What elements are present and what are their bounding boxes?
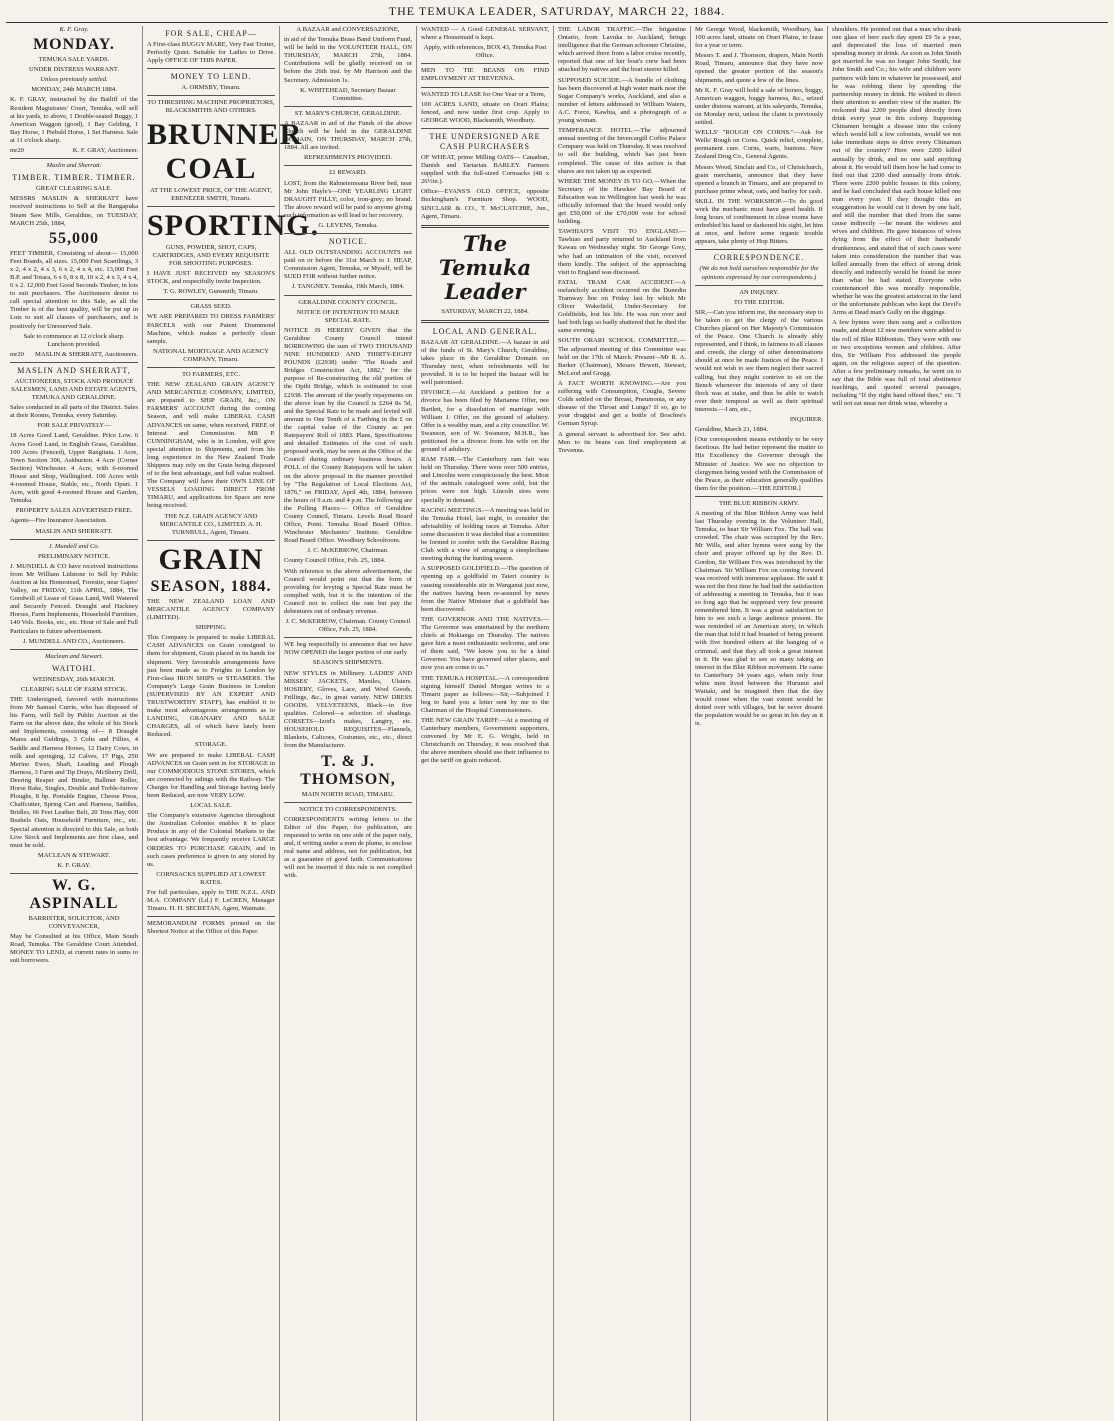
divider <box>147 299 275 300</box>
column-7 <box>828 26 965 1421</box>
ad-signature <box>10 351 138 359</box>
divider <box>421 87 549 88</box>
divider <box>695 285 823 286</box>
letter-signer: INQUIRER. <box>789 416 823 424</box>
divider <box>284 165 412 166</box>
ad-body: 100 ACRES LAND, situate on Orari Plains; fenced, and now under first crop. Apply to GEORGE WOOD, Blacksmith, Woodbury. <box>421 100 549 124</box>
ad-body: We are prepared to make LIBERAL CASH ADVANCES on Grain sent in for STORAGE in our COMMODIOUS STONE STORES, which are connected by sidings with the Railway. The Charges for Handling and Storage having lately been Reduced, are now VERY LOW. <box>147 751 275 799</box>
column-4 <box>417 26 554 1421</box>
article-title: THE BLUE RIBBON ARMY. <box>718 499 800 507</box>
ad-subtitle: BARRISTER, SOLICITOR, AND CONVEYANCER, <box>28 914 120 931</box>
news-item: A FACT WORTH KNOWING.—Are you suffering with Consumption, Coughs, Severe Colds settled on the Breast, Pneumonia, or any disease of the Throat and Lungs? If so, go to your druggist and get a bottle of Boschee's German Syrup. <box>558 379 686 428</box>
ad-signer: J. MUNDELL AND CO., Auctioneers. <box>22 637 126 645</box>
ad-signer: T. G. ROWLEY, Gunsmith, Timaru. <box>163 288 259 296</box>
ad-display-text: T. & J. THOMSON, <box>300 752 396 788</box>
news-item: WHERE THE MONEY IS TO GO.—When the Secretary of the Hawkes' Bay Board of Education was in Wellington last week he was officially informed that the board would only get £50,000 of the £70,000 vote for school building. <box>558 177 686 226</box>
ad-body: THE Undersigned, favored with instructions from Mr Samuel Currie, who has disposed of his Farm, will Sell by Public Auction at the Farm on the above date, the whole of his Stock and Implements, consisting of— 8 Draught Mares and Geldings, 3 Colts and Fillies, 4 Saddle and Harness Horses, 12 Dairy Cows, in milk and springing, 12 Calves, 17 Pigs, 250 Merino Ewes, Shaft, Leading and Plough Harness, 3 Farm and Tip Drays, McSherry Drill, Deering Reaper and Binder, Ballmer Roller, Horse Rake, Singles, Double and Treble-furrow Ploughs, 8 hp. Portable Engine, Cheese Press, Chaffcutter, Spring Cart and Harness, Saddles, Bridles, 66 Feet Leather Belt, 20 Tons Hay, 600 Bushels Oats, Household Furniture, etc., etc. Special attention is directed to this Sale, as both Live Stock and Implements are first class, and must be sold. <box>10 696 138 849</box>
ad-body: MESSRS MASLIN & SHERRATT have received instructions to Sell at the Rangapuka Steam Saw Mills, Geraldine, on TUESDAY, MARCH 25th, 1884, <box>10 195 138 227</box>
column-1 <box>6 26 143 1421</box>
ad-subtitle: CLEARING SALE OF FARM STOCK. <box>20 685 128 693</box>
ad-title: GRASS SEED. <box>190 303 232 311</box>
ad-title: GERALDINE COUNTY COUNCIL. <box>298 298 398 306</box>
ad-body: THE NEW ZEALAND LOAN AND MERCANTILE AGENCY COMPANY (LIMITED). <box>147 597 275 622</box>
ad-title: FOR SALE, CHEAP— <box>165 29 257 38</box>
ad-body: WE ARE PREPARED TO DRESS FARMERS' PARCELS with our Patent Drummond Machine, which makes a perfectly clean sample. <box>147 313 275 345</box>
editor-note: [Our correspondent means evidently to be very facetious. He had better represent the matter to His Excellency the Governor through the Minister of Justice. We see no objection to clergymen being vested with the Commission of the Peace, as their education generally qualifies them for the position.—THE EDITOR.] <box>695 436 823 492</box>
ad-signer: J. C. McKERROW, Chairman. <box>307 547 389 555</box>
ad-title: MONDAY. <box>33 36 115 54</box>
ad-body: For full particulars, apply to THE N.Z.L. AND M.A. COMPANY (Ld.) F. LeCREN, Manager Timaru. H. H. SECRETAN, Agent, Waimate. <box>147 889 275 913</box>
ad-subtitle: AUCTIONEERS, STOCK AND PRODUCE SALESMEN, LAND AND ESTATE AGENTS, TEMUKA AND GERALDINE. <box>11 377 137 402</box>
ad-signer: Office—EVANS'S OLD OFFICE, opposite Buckingham's Furniture Shop. WOOD, SINCLAIR & CO., T. McCLATCHIE, Jun., Agent, Timaru. <box>421 188 549 220</box>
ad-code: mr20 <box>10 147 24 155</box>
ad-heading: SHIPPING. <box>195 624 227 632</box>
ad-agent: Maclean and Stewart. <box>44 652 104 660</box>
ad-title: MASLIN AND SHERRATT, <box>17 365 131 375</box>
ad-title: A BAZAAR and CONVERSAZIONE, <box>296 26 400 33</box>
issue-date: SATURDAY, MARCH 22, 1884. <box>441 307 529 315</box>
ad-heading: CORNSACKS SUPPLIED AT LOWEST RATES. <box>156 870 266 886</box>
ad-body: WE beg respectfully to announce that we have NOW OPENED the larger portion of our early <box>284 641 412 657</box>
ad-display-text: SPORTING. <box>147 208 320 242</box>
divider <box>421 128 549 129</box>
ad-display-text: COAL <box>165 151 257 185</box>
ad-signer: THE N.Z. GRAIN AGENCY AND MERCANTILE CO., LIMITED. A. H. TURNBULL, Agent, Timaru. <box>159 512 263 536</box>
ad-body: FEET TIMBER, Consisting of about— 15,000 Feet Boards, all sizes. 15,000 Feet Scantlings, 3 x 2, 4 x 2, 4 x 3, 6 x 2, 4 x 4, etc. 13,000 Feet B.P. and Totara, 6 x 6, 8 x 8, 10 x 2, 4 x 3, 4 x 4, 6 x 2. 12,000 Feet Good Seconds Timber, in lots to suit purchasers. The Auctioneers desire to call special attention to this Sale, as all the Timber is of the best quality, will be put up in Lots to suit all classes of purchasers, and is positively for Unreserved Sale. <box>10 249 138 330</box>
ad-title: MEN TO TIE BEANS ON FIND EMPLOYMENT AT TREVENNA. <box>421 67 549 83</box>
ad-note: Sale to commence at 12 o'clock sharp. Luncheon provided. <box>23 332 125 348</box>
ad-body: AT THE LOWEST PRICE, OF THE AGENT, EBENEZER SMITH, Timaru. <box>150 186 272 202</box>
ad-agent: K. F. Gray. <box>59 26 89 33</box>
newspaper-masthead: The Temuka Leader <box>438 230 532 304</box>
news-item: THE NEW GRAIN TARIFF.—At a meeting of Canterbury members, Government supporters, convened by Mr E. G. Wright, held in Christchurch on Thursday, it was resolved that the above members should use their influence to get the tariff on grain reduced. <box>421 717 549 765</box>
ad-signer: MACLEAN & STEWART. <box>37 851 111 859</box>
ad-body: CORRESPONDENTS writing letters to the Editor of this Paper, for publication, are requested to write on one side of the paper only, and, if writing under a nom de plume, to enclose real name and address, not for publication, but as a guarantee of good faith. Communications will not be inserted if this rule is not complied with. <box>284 815 412 880</box>
divider <box>284 233 412 234</box>
divider <box>147 916 275 917</box>
ad-body: in aid of the Temuka Brass Band Uniform Fund, will be held in the VOLUNTEER HALL, ON THURSDAY, MARCH 27th, 1884. Contributions will be gladly received on or before the 26th inst. by Mr Harrison and the Secretary. Admission 1s. <box>284 36 412 84</box>
news-item: SUPPOSED SUICIDE.—A bundle of clothing has been discovered at high water mark near the Sugar Company's works, Auckland, and also a number of letters addressed to William Waters, A.C. Force, Kawhia, and a photograph of a young woman. <box>558 76 686 125</box>
ad-title: WANTED TO LEASE for One Year or a Term, <box>421 90 546 98</box>
column-6 <box>691 26 828 1421</box>
news-item: THE LABOR TRAFFIC.—The brigantine Ontario, from Lavuka to Auckland, brings intelligence that the German schooner Christine, which arrived there from a labor cruise recently, reported that one of her boat's crew had been attacked by natives and the boat steerer killed. <box>558 26 686 74</box>
ad-body: May be Consulted at his Office, Main South Road, Temuka. The Geraldine Court Attended. MONEY TO LEND, at current rates in sums to suit borrowers. <box>10 933 138 965</box>
letter-body: SIR,—Can you inform me, the necessary step to be taken to get the clergy of the various Churches placed on Her Majesty's Commission of the Peace. One Church is already ably represented, and I think, in fairness to all classes and creeds, the clergy of other denominations should at once be made Justices of the Peace. I would not wish to see them neglect their sacred calling, but they might contrive to sit on the Bench whenever the interests of any of their flock was at stake, and thus be able to watch over their temporal as well as their spiritual interests.—I am, etc., <box>695 308 823 413</box>
ad-body: NOTICE IS HEREBY GIVEN that the Geraldine County Council intend BORROWING the sum of TWO THOUSAND NINE HUNDRED AND THIRTY-EIGHT POUNDS (£2938) under "The Roads and Bridges Construction Act, 1882," for the purpose of Re-constructing the old portion of the Opihi Bridge, which is estimated to cost £2938. The amount of the yearly repayments on the above loan by the Council is £264 8s 5d, and the Special Rate to be made and levied will amount to One Tenth of a Farthing in the £ on the capital value of the County as per Ratepayers' Roll of 1883. Plans, Specifications and detailed Estimates of the cost of such proposed work, may be seen at the Office of the Council during ordinary business hours. A POLL of the County Ratepayers will be taken on the above proposal in the manner provided by "The Regulation of Local Elections Act, 1876," on FRIDAY, April 4th, 1884, between the hours of 9 a.m. and 4 p.m. The following are the Polling Places:— Office of Geraldine County Council, Timaru. Levels Road Board Office, Point. Temuka Road Board Office. Winchester Mechanics' Institute. Geraldine Road Board Office. Woodbury Schoolroom. <box>284 326 412 545</box>
ad-signer: K. F. GRAY. <box>57 861 91 869</box>
ad-heading: STORAGE. <box>195 741 227 749</box>
section-title: CORRESPONDENCE. <box>713 253 805 263</box>
ad-date: MONDAY, 24th MARCH 1884. <box>31 86 117 94</box>
divider <box>10 158 138 159</box>
ad-body: I HAVE JUST RECEIVED my SEASON'S STOCK, and respectfully invite Inspection. <box>147 270 275 286</box>
ad-display-text: GRAIN <box>158 542 264 576</box>
news-item: Mr George Wood, blacksmith, Woodbury, has 100 acres land, situate on Orari Plains, to lease for a year or term. <box>695 26 823 50</box>
ad-signature <box>10 147 138 155</box>
ad-list: NEW STYLES in Millinery. LADIES' AND MISSES' JACKETS, Mantles, Ulsters. HOSIERY, Gloves, Lace, and Wool Goods, Frillings, &c., in great variety. NEW DRESS GOODS. VELVETEENS, Black—in five qualities. Colored—a selection of shadings. CORSETS—Izod's makes, Langtry, etc. HOUSEHOLD REQUISITES—Flannels, Blankets, Calicoes, Costumes, etc., etc., direct from the Manufacturer. <box>284 669 412 750</box>
article-body: A meeting of the Blue Ribbon Army was held last Thursday evening in the Volunteer Hall, Temuka, to hear Sir William Fox. The hall was crowded. The chair was occupied by the Rev. Mr Wills, and after hymns were sung by the choir and prayer offered up by the Rev. D. Gordon, Sir William Fox was introduced by the Chairman. Sir William Fox on coming forward was received with immense applause. He said it was not the first time he had had the satisfaction of addressing a meeting in Temuka, but it was so long ago that he supposed very few present remembered him. It was a great satisfaction to him to see such a large audience present. He was reminded of an American story, in which the man that told it had boasted of being present with five hundred others at the hanging of a criminal, and that they all took a great interest in it. He was glad to see so many taking an interest in the Blue Ribbon movement. He came to Canterbury 34 years ago, when only four white men lived between the Hurunui and Waitaki, and he imagined then that the day would come when the vast extent would be dotted over with villages, but he never dreamt the population would be so great in his day as it is. <box>695 509 823 728</box>
ad-title: NOTICE TO CORRESPONDENTS. <box>299 805 397 813</box>
ad-note: Agents—Fire Insurance Association. <box>10 517 108 525</box>
ad-list: GUNS, POWDER, SHOT, CAPS, CARTRIDGES, AND EVERY REQUISITE FOR SHOOTING PURPOSES. <box>152 243 270 267</box>
divider <box>284 295 412 296</box>
ad-title: TIMBER. TIMBER. TIMBER. <box>12 173 136 183</box>
divider <box>421 225 549 228</box>
ad-signer: A. ORMSBY, Timaru. <box>181 84 241 92</box>
ad-body: MEMORANDUM FORMS printed on the Shortest Notice at the Office of this Paper. <box>147 920 275 936</box>
ad-list: 18 Acres Good Land, Geraldine. Price Low. 6 Acres Good Land, in English Grass, Geraldine. 100 Acres (Fenced), Upper Rangitata. 1 Acre, Town Section 306, Ashburton. 4 Acre (Corner Section) Winchester. 4 Acre, with 6-roomed House and Shop, Wallingford. 100 Acres with 4-roomed House, Stable, etc., North Opuri. 1 Acre, with good 4-roomed House and Garden, Temuka. <box>10 432 138 505</box>
divider <box>695 249 823 250</box>
ad-body: Apply, with references, BOX 43, Temuka Post Office. <box>423 44 547 60</box>
divider <box>10 873 138 874</box>
section-note: (We do not hold ourselves responsible for the opinions expressed by our correspondents.) <box>699 265 819 281</box>
ad-subtitle: SEASON'S SHIPMENTS. <box>312 659 384 667</box>
news-item: TAWHIAO'S VISIT TO ENGLAND.—Tawhiao and party returned to Auckland from Kawau on Wednesday night. Sir George Grey, who had an intimation of the visit, received them kindly. The subject of the approaching visit to England was discussed. <box>558 228 686 276</box>
ad-subtitle: REFRESHMENTS PROVIDED. <box>304 154 392 162</box>
news-item: Messrs Wood, Sinclair and Co., of Christchurch, grain merchants, announce that they have opened a branch in Timaru, and are prepared to purchase prime wheat, oats, and barley for cash. <box>695 163 823 195</box>
article-body: shoulders. He pointed out that a man who drank one glass of beer each day spent £9 5s a year, and deprecated the loss of married men spending money in drink. As soon as John Smith got married he was no longer John Smith, but John Smith and Co.; his wife and children were partners with him in whatever he possessed, and he was robbing them by spending the partnership money in drink. He wished to direct their attention to another view of the matter. He reckoned that 2200 people died directly from drink every year in this colony. Supposing Chinamen brought a disease into the colony which would kill a few colonists, would we not take immediate steps to drive every Chinaman out of the country? Here were 2200 killed annually by drink, and no one said anything about it. He would tell them how he had come to find out that 2200 died annually from drink. There were 2200 public houses in this colony, and he had concluded that each house killed one man every year. If they thought this an exaggeration he would cut it down by one half, and still the number that died from the same cause indirectly —he meant the widows and wives and children. He gave instances of wives dying from the effect of their husbands' drunkenness, and stated that of such cases were taken into consideration the number that was killed annually from the effect of strong drink directly and indirectly would be found far more than what he had stated. Everyone who countenanced this was morally responsible, whether he was the greatest aristocrat in the land or the unfortunate publican who kept the Devil's Arms at Dead man's Gully on the diggings. <box>832 26 961 317</box>
ad-note: Unless previously settled. <box>40 76 108 84</box>
ad-title: TO FARMERS, ETC. <box>181 370 240 378</box>
ad-signer: MASLIN & SHERRATT, Auctioneers. <box>35 350 138 358</box>
divider <box>10 649 138 650</box>
divider <box>147 540 275 541</box>
ad-body: A BAZAAR in aid of the Funds of the above Church will be held in the GERALDINE DOMAIN, ON THURSDAY, MARCH 27th, 1884. All are invited. <box>284 119 412 152</box>
ad-note: PROPERTY SALES ADVERTISED FREE. <box>15 507 133 515</box>
ad-body: A First-class BUGGY MARE, Very Fast Trotter, Perfectly Quiet. Suitable for Ladies to Drive. Apply OFFICE OF THIS PAPER. <box>147 41 275 65</box>
ad-agent: Maslin and Sherratt. <box>46 162 102 170</box>
ad-agent: J. Mundell and Co. <box>48 542 100 550</box>
letter-title: AN INQUIRY. <box>739 288 779 296</box>
ad-date: WEDNESDAY, 26th MARCH. <box>32 675 116 683</box>
news-item: Messrs T. and J. Thomson, drapers, Main North Road, Timaru, announce that they have now opened the greater portion of the season's shipments, and quote a few of the lines. <box>695 52 823 84</box>
divider <box>147 68 275 69</box>
ad-body: LOST, from the Rahnetemoana River bed, near Mr John Hayle's—ONE YEARLING LIGHT DRAUGHT FILLY; color, iron-grey; no brand. The above reward will be paid to anyone giving such information as will lead to her recovery. <box>284 179 412 219</box>
ad-subtitle: GREAT CLEARING SALE. <box>36 185 112 193</box>
ad-signer: K. WHITEHEAD, Secretary Bazaar Committee. <box>300 86 396 102</box>
divider <box>421 63 549 64</box>
ad-subtitle: MAIN NORTH ROAD, TIMARU. <box>301 790 395 798</box>
ad-body: ALL OLD OUTSTANDING ACCOUNTS not paid on or before the 31st March to J. HEAP, Commission Agent, Temuka, or Myself, will be SUED FOR without further notice. <box>284 249 412 281</box>
news-item: THE GOVERNOR AND THE NATIVES.—The Governor was entertained by the northern chiefs at Hokianga on Thursday. The natives gave him a most enthusiastic welcome, and one of them said, "We know you to be a kind Governor. You have governed other places, and now you are come to us." <box>421 615 549 672</box>
divider <box>284 106 412 107</box>
letter-salutation: TO THE EDITOR. <box>733 298 785 306</box>
ad-subtitle: TEMUKA SALE YARDS. <box>38 56 110 64</box>
ad-code: mr20 <box>10 350 24 358</box>
ad-figure: 55,000 <box>49 229 99 247</box>
news-item: WELLS' "ROUGH ON CORNS."—Ask for Wells' Rough on Corns. Quick relief, complete, permanent cure. Corns, warts, bunions. New Zealand Drug Co., General Agents. <box>695 129 823 161</box>
divider <box>695 496 823 497</box>
divider <box>147 367 275 368</box>
ad-signer: J. C. McKERROW, Chairman. County Council Office, Feb. 25, 1884. <box>285 618 411 634</box>
ad-heading: FOR SALE PRIVATELY— <box>37 422 111 430</box>
ad-title: PRELIMINARY NOTICE. <box>38 552 110 560</box>
ad-body: This Company is prepared to make LIBERAL CASH ADVANCES on Grain consigned to them for shipment, Grain placed in its hands for shipment. Very favourable arrangements have just been made as to Freights to London by First-class IRON SHIPS or STEAMERS. The Company's Large Grain Business in London (SUPERVISED BY AN EXPERT AND TRUSTWORTHY STAFF), has enabled it to make most advantageous arrangements as to LANDING, GRANARY AND SALE CHARGES, all of which have lately been Reduced. <box>147 634 275 739</box>
column-3 <box>280 26 417 1421</box>
ad-body: The Company's extensive Agencies throughout the Australian Colonies enables it to place Produce in any of the Colonial Markets to the best advantage. We frequently receive LARGE ORDERS TO PURCHASE GRAIN, and in such cases preference is given to any stored by us. <box>147 812 275 868</box>
column-5 <box>554 26 691 1421</box>
news-item: TEMPERANCE HOTEL.—The adjourned annual meeting of the Invercargill Coffee Palace Company was held on Thursday. It was resolved to sell the building, which has just been completed. The cause of this action is that shares are not taken up as expected. <box>558 127 687 175</box>
ad-title: £1 REWARD. <box>329 169 367 177</box>
ad-signer: K. F. GRAY, Auctioneer. <box>72 147 138 155</box>
divider <box>421 320 549 323</box>
divider <box>10 539 138 540</box>
divider <box>147 206 275 207</box>
ad-body: K. F. GRAY, instructed by the Bailiff of the Resident Magistrates' Court, Temuka, will sell at his yards, to above, 1 Double-seated Buggy, 1 American Waggon (good), 1 Bay Gelding, 1 Bay Horse, 1 Piebald Horse, 1 Set Harness. Sale at 11 o'clock sharp. <box>10 96 138 144</box>
ad-title: THE UNDERSIGNED ARE CASH PURCHASERS <box>429 131 541 151</box>
ad-title: NOTICE. <box>328 237 368 247</box>
ad-display-text: BRUNNER <box>147 117 303 151</box>
ad-display-text: SEASON, 1884. <box>150 577 272 595</box>
divider <box>147 95 275 96</box>
news-item: RACING MEETINGS.—A meeting was held in the Temuka Hotel, last night, to consider the advisability of holding races at Temuka. After some discussion it was decided that a committee be formed to confer with the Geraldine Racing Club with a view of arranging a steeplechase meeting during the hunting season. <box>421 506 549 563</box>
divider <box>284 637 412 638</box>
news-item: DIVORCE.—At Auckland a petition for a divorce has been filed by Marianne Offer, nee Bartlett, for a dissolution of marriage with William J. Offer, on the ground of adultery. Offer is a wealthy man, and a city councillor. W. Swanson, son of W. Swanson, M.H.R., has petitioned for a divorce from his wife on the ground of adultery. <box>421 389 549 453</box>
news-item: BAZAAR AT GERALDINE.—A bazaar in aid of the funds of St. Mary's Church, Geraldine, takes place in the Geraldine Domain on Thursday next, when refreshments will be provided. It is to be hoped the bazaar will be well patronised. <box>421 338 549 387</box>
letter-date: Geraldine, March 21, 1884. <box>695 426 768 434</box>
ad-title: MONEY TO LEND. <box>170 72 252 82</box>
ad-body: THE NEW ZEALAND GRAIN AGENCY AND MERCANTILE COMPANY, LIMITED, are prepared to SHIP GRAIN, &c., ON FARMERS' ACCOUNT during the coming Season, and will make LIBERAL CASH ADVANCES on same, when received, FREE of Interest and Commission. MR P. CUNNINGHAM, who is in London, will give special attention to Shipments, and from his long experience in the New Zealand Trade Shippers may rely on the Grain being disposed of to the best advantage, and full value realised. The Company will have their OWN LINE OF VESSELS LOADING DIRECT FROM TIMARU, and applications for Space are now being received. <box>147 381 275 510</box>
ad-signer: J. TANGNEY. Temuka, 19th March, 1884. <box>291 283 405 291</box>
news-item: SOUTH ORARI SCHOOL COMMITTEE.—The adjourned meeting of this Committee was held on the 17th of March. Present—Mr R. A. Barker (Chairman), Messrs Hewett, Stewart, McLeod and Gregg. <box>558 337 686 377</box>
section-title: LOCAL AND GENERAL. <box>432 326 538 336</box>
ad-title: TO THRESHING MACHINE PROPRIETORS, BLACKSMITHS AND OTHERS. <box>147 99 275 115</box>
news-item: THE TEMUKA HOSPITAL.—A correspondent signing himself Daniel Morgan writes to a Timaru paper as follows:—Sir,—Subjoined I beg to hand you a letter sent by me to the Chairman of the Hospital Commissioners. <box>421 674 549 714</box>
ad-subtitle: NOTICE OF INTENTION TO MAKE SPECIAL RATE. <box>296 308 400 324</box>
news-item: Mr K. F. Gray will hold a sale of horses, buggy, American waggon, buggy harness, &c., seized under distress warrant, at his saleyards, Temuka, on Monday next, unless the claim is previously settled. <box>695 86 823 127</box>
ad-heading: LOCAL SALE. <box>190 802 232 810</box>
ad-signer: G. LEVENS, Temuka. <box>318 221 378 229</box>
news-item: SKILL IN THE WORKSHOP.—To do good work the mechanic must have good health. If long hours of confinement in close rooms have enfeebled his hand or darkened his sight, let him at once, and before some organic trouble appears, take plenty of Hop Bitters. <box>695 197 823 246</box>
news-item: FATAL TRAM CAR ACCIDENT.—A melancholy accident occurred on the Dunedin Tramway line on Friday last by which Mr Oliver Wakefield, Under-Secretary for Goldfields, lost his life. He was run over and had both legs so badly shattered that he died the same evening. <box>558 278 686 335</box>
ad-signer: NATIONAL MORTGAGE AND AGENCY COMPANY, Timaru. <box>152 347 270 363</box>
divider <box>10 362 138 363</box>
ad-body: J. MUNDELL & CO have received instructions from Mr William Lidstone to Sell by Public Auction at his Homestead, Forestie, near Gapes' Valley, on FRIDAY, 11th APRIL, 1884, The Goodwill of Lease of Grass Land, Well Watered and Securely Fenced. Draught and Hackney Horses, Farm Implements, Household Furniture, 140 Vols. Books, etc., etc. Hour of Sale and Full Particulars in future advertisement. <box>10 562 139 635</box>
ad-title: ST. MARY'S CHURCH, GERALDINE. <box>294 109 402 117</box>
news-item: RAM FAIR.—The Canterbury ram fair was held on Thursday. There were over 500 entries, and Lincolns were conspicuously the best. Most of the animals catalogued were sold, but the prices were not high. Lincoln sires were specially in demand. <box>421 456 549 504</box>
news-item: A general servant is advertised for. See advt. Men to tie beans can find employment at Trevenna. <box>558 430 686 454</box>
column-2 <box>143 26 320 1421</box>
divider <box>284 802 412 803</box>
ad-body: Sales conducted in all parts of the District. Sales at their Rooms, Temuka, every Saturday. <box>10 404 138 420</box>
ad-title: W. G. ASPINALL <box>29 876 119 912</box>
ad-body: OF WHEAT, prime Milling OATS— Canadian, Danish and Tartarian BARLEY. Farmers supplied with the full-sized Cornsacks (48 x 26½in.). <box>421 153 549 186</box>
columns <box>6 26 1108 1421</box>
ad-title: WAITOHI. <box>51 663 97 673</box>
ad-signer: County Council Office, Feb. 25, 1884. <box>284 557 386 565</box>
ad-signer: MASLIN AND SHERRATT. <box>35 527 113 535</box>
article-body: A few hymns were then sung and a collection made, and about 12 new members were added to the roll of Blue Ribbonists. They were with one or two exceptions women and children. After this, Sir William Fox addressed the people again, on the religious aspect of the question. After a few preliminary remarks, he went on to say that the Bible was full of total abstinence teachings, and quoted several passages, including "If thy right hand offend thee," etc. "I will not eat meat nor drink wine, whereby a <box>832 319 961 408</box>
news-item: A SUPPOSED GOLDFIELD.—The question of opening up a goldfield in Taieri country is causing considerable stir in Wanganui just now, the natives having been re-assured by news from the Native Minister that a goldfield has been discovered. <box>421 565 549 613</box>
ad-title: WANTED — A Good GENERAL SERVANT, where a Housemaid is kept. <box>421 26 549 42</box>
ad-subtitle: UNDER DISTRESS WARRANT. <box>28 66 120 74</box>
page-header: THE TEMUKA LEADER, SATURDAY, MARCH 22, 1884. <box>6 0 1108 23</box>
ad-body: With reference to the above advertisement, the Council would point out that the form of providing for levying a Special Rate must be complied with, but it is the intention of the Council not to collect the rate but pay the debentures out of ordinary revenue. <box>284 567 412 615</box>
